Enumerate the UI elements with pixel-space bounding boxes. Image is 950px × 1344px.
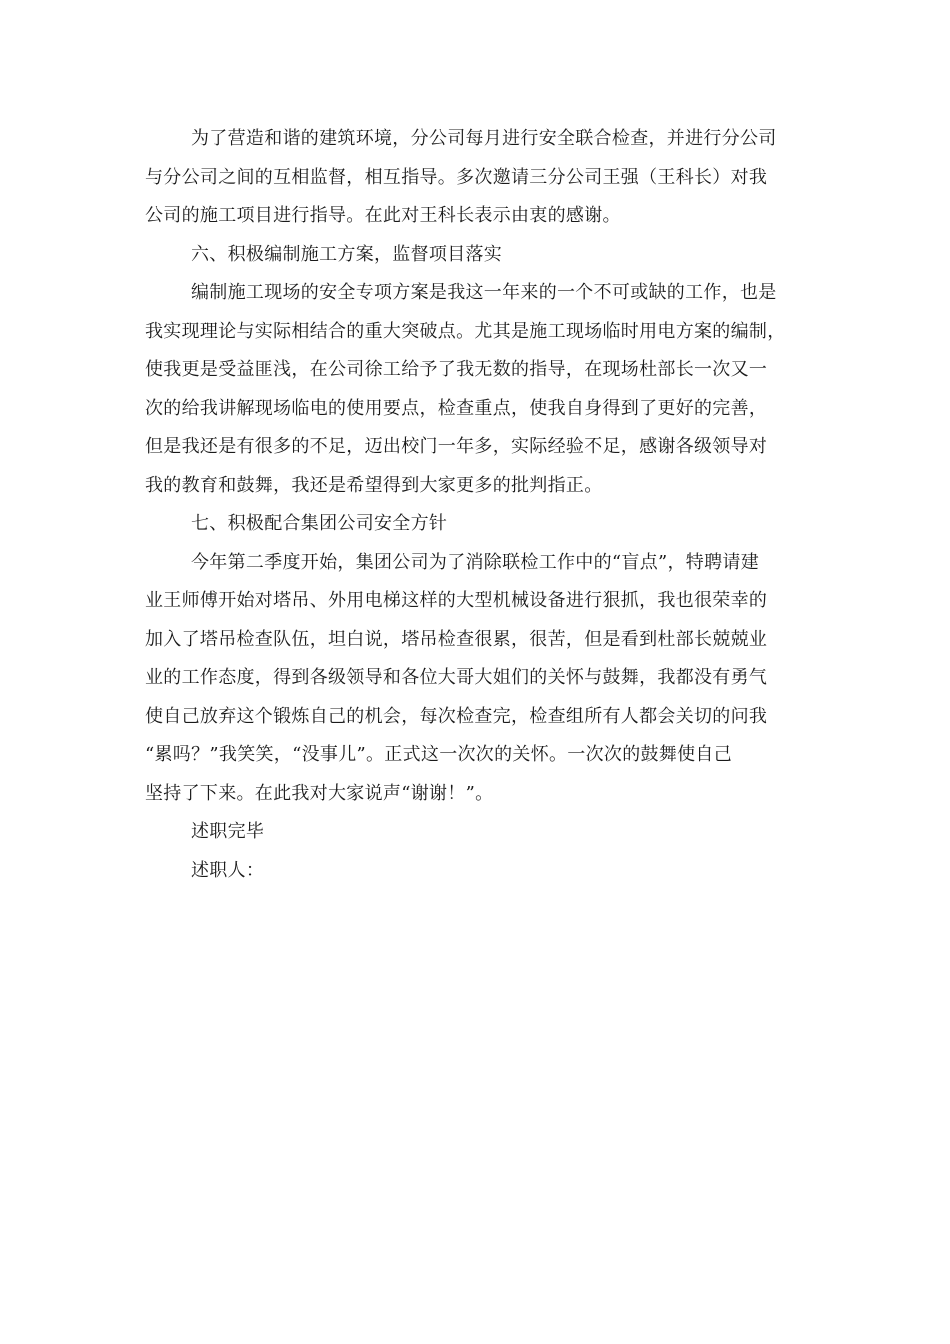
signature-label: 述职人： xyxy=(191,859,265,881)
text-line: 公司的施工项目进行指导。在此对王科长表示由衷的感谢。 xyxy=(145,205,621,226)
paragraph-safety-inspection xyxy=(145,120,805,236)
section-heading-7: 七、积极配合集团公司安全方针 xyxy=(191,513,448,534)
text-line: 我的教育和鼓舞，我还是希望得到大家更多的批判指正。 xyxy=(145,474,603,496)
text-line: 业的工作态度，得到各级领导和各位大哥大姐们的关怀与鼓舞，我都没有勇气 xyxy=(145,667,768,688)
text-line: 业王师傅开始对塔吊、外用电梯这样的大型机械设备进行狠抓，我也很荣幸的 xyxy=(145,590,768,611)
text-line: 今年第二季度开始，集团公司为了消除联检工作中的“盲点”，特聘请建 xyxy=(191,551,760,573)
text-line: 使我更是受益匪浅，在公司徐工给予了我无数的指导，在现场杜部长一次又一 xyxy=(145,359,768,380)
paragraph-group-safety-policy xyxy=(145,544,805,814)
text-line: 加入了塔吊检查队伍，坦白说，塔吊检查很累，很苦，但是看到杜部长兢兢业 xyxy=(145,628,768,650)
text-line: 坚持了下来。在此我对大家说声“谢谢！”。 xyxy=(145,782,494,804)
section-heading-6: 六、积极编制施工方案，监督项目落实 xyxy=(191,243,503,265)
text-line: 编制施工现场的安全专项方案是我这一年来的一个不可或缺的工作，也是 xyxy=(191,282,777,303)
text-line: 但是我还是有很多的不足，迈出校门一年多，实际经验不足，感谢各级领导对 xyxy=(145,436,768,457)
closing-statement: 述职完毕 xyxy=(191,821,265,842)
text-line: “累吗？”我笑笑，“没事儿”。正式这一次次的关怀。一次次的鼓舞使自己 xyxy=(145,744,733,765)
text-line: 与分公司之间的互相监督，相互指导。多次邀请三分公司王强（王科长）对我 xyxy=(145,166,768,188)
text-line: 为了营造和谐的建筑环境，分公司每月进行安全联合检查，并进行分公司 xyxy=(191,128,777,149)
paragraph-construction-plan xyxy=(145,274,805,505)
document-body xyxy=(145,120,805,890)
text-line: 使自己放弃这个锻炼自己的机会，每次检查完，检查组所有人都会关切的问我 xyxy=(145,705,768,727)
text-line: 次的给我讲解现场临电的使用要点，检查重点，使我自身得到了更好的完善， xyxy=(145,397,768,419)
text-line: 我实现理论与实际相结合的重大突破点。尤其是施工现场临时用电方案的编制， xyxy=(145,320,786,342)
